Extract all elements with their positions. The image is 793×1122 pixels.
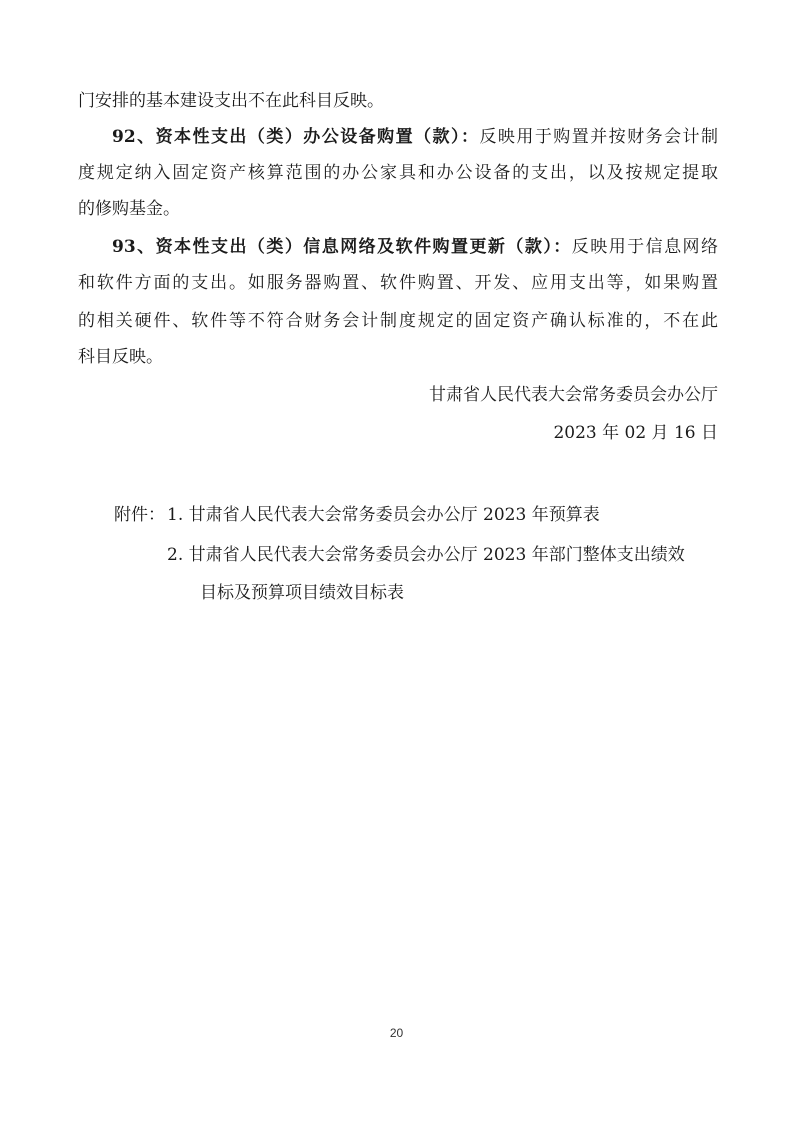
page-number: 20 [389, 1026, 404, 1040]
item-93-line-2: 和软件方面的支出。如服务器购置、软件购置、开发、应用支出等，如果购置 [78, 273, 718, 293]
item-93-text: 反映用于信息网络 [571, 237, 719, 257]
item-93-line-4: 科目反映。 [78, 347, 163, 367]
item-92-heading: 92、资本性支出（类）办公设备购置（款）： [112, 127, 480, 147]
item-93-heading: 93、资本性支出（类）信息网络及软件购置更新（款）： [112, 237, 572, 257]
attachment-item-2-continuation: 目标及预算项目绩效目标表 [200, 583, 404, 603]
item-92-text: 反映用于购置并按财务会计制 [479, 127, 718, 147]
item-92-line-2: 度规定纳入固定资产核算范围的办公家具和办公设备的支出，以及按规定提取 [78, 163, 718, 183]
attachments-label: 附件： [114, 505, 165, 525]
signature-organization: 甘肃省人民代表大会常务委员会办公厅 [429, 385, 718, 405]
attachment-item-1: 1. 甘肃省人民代表大会常务委员会办公厅 2023 年预算表 [167, 505, 600, 525]
attachment-item-2: 2. 甘肃省人民代表大会常务委员会办公厅 2023 年部门整体支出绩效 [167, 545, 685, 565]
item-93-first-line [112, 236, 718, 258]
item-92-first-line [112, 126, 718, 148]
paragraph-continuation: 门安排的基本建设支出不在此科目反映。 [78, 91, 384, 111]
item-92-line-3: 的修购基金。 [78, 199, 180, 219]
item-93-line-3: 的相关硬件、软件等不符合财务会计制度规定的固定资产确认标准的，不在此 [78, 311, 718, 331]
signature-date: 2023 年 02 月 16 日 [553, 423, 718, 443]
